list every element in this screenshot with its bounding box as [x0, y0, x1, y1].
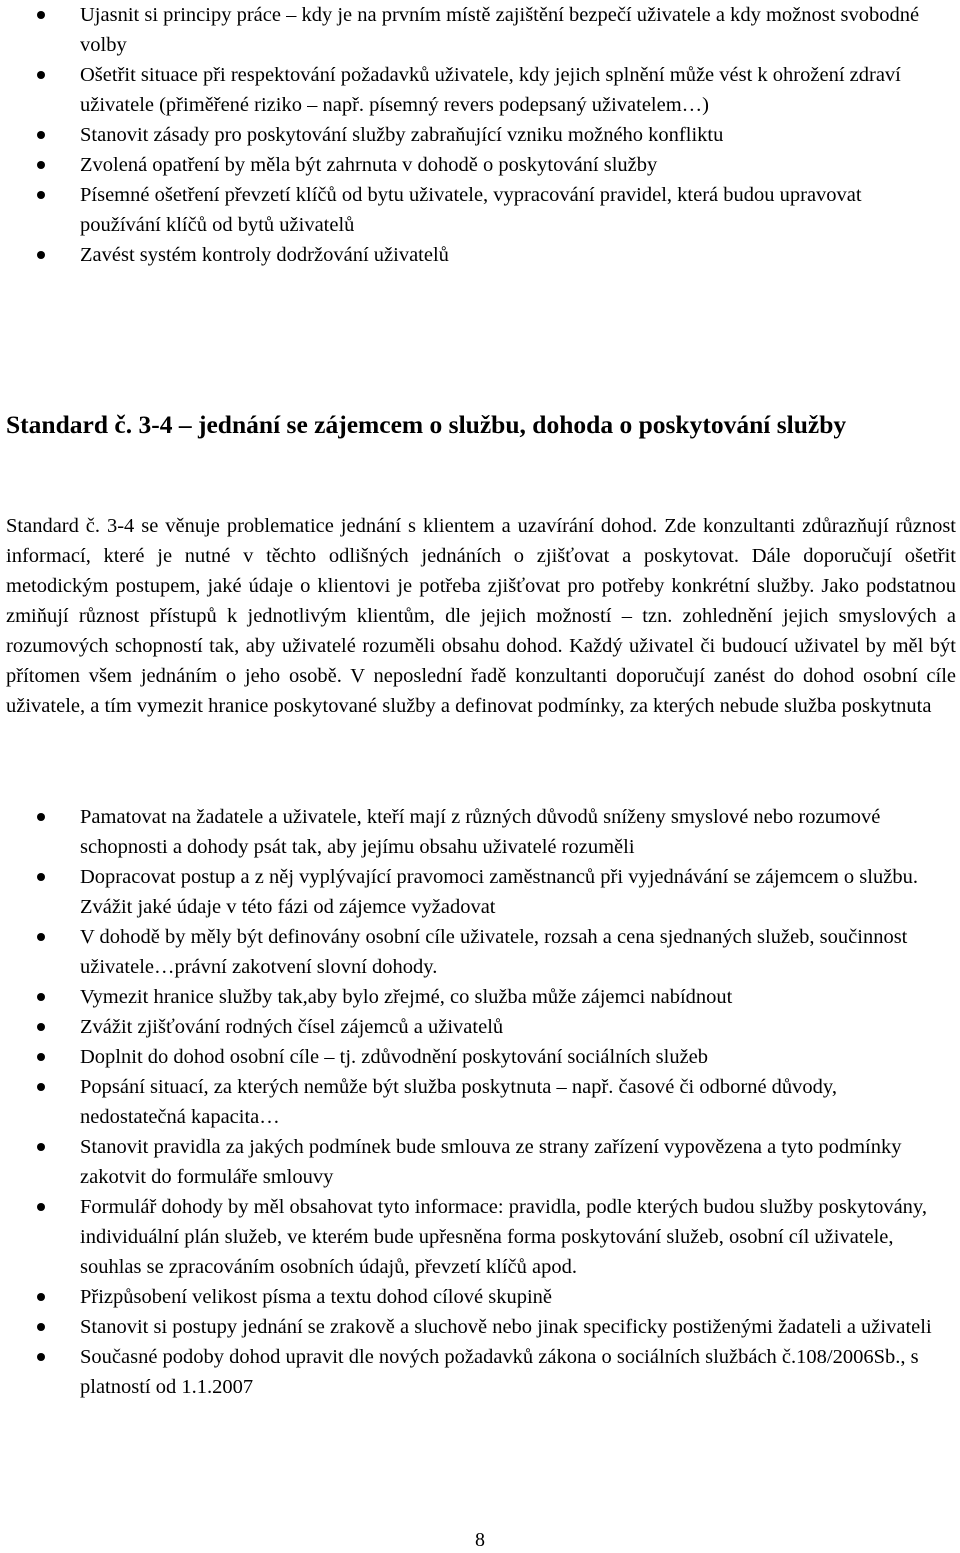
- list-item: [0, 180, 935, 240]
- list-item-text: Popsání situací, za kterých nemůže být služba poskytnuta – např. časové či odborné důvody, nedostatečná kapacita…: [80, 1076, 837, 1128]
- bullet-icon: [37, 993, 45, 1001]
- list-item: [0, 1042, 935, 1072]
- section-heading: Standard č. 3-4 – jednání se zájemcem o službu, dohoda o poskytování služby: [6, 410, 847, 439]
- list-item: [0, 922, 935, 982]
- list-item-text: Stanovit pravidla za jakých podmínek bude smlouva ze strany zařízení vypovězena a tyto podmínky zakotvit do formuláře smlouvy: [80, 1136, 902, 1188]
- bullet-icon: [37, 1353, 45, 1361]
- list-item-text: Ujasnit si principy práce – kdy je na prvním místě zajištění bezpečí uživatele a kdy možnost svobodné volby: [80, 4, 920, 56]
- bullet-icon: [37, 1083, 45, 1091]
- bullet-icon: [37, 1143, 45, 1151]
- page-number: 8: [475, 1529, 485, 1551]
- list-item-text: Zvážit zjišťování rodných čísel zájemců a uživatelů: [80, 1016, 504, 1038]
- list-item-text: Doplnit do dohod osobní cíle – tj. zdůvodnění poskytování sociálních služeb: [80, 1046, 709, 1068]
- bullet-icon: [37, 813, 45, 821]
- list-item: [0, 120, 935, 150]
- list-item-text: Pamatovat na žadatele a uživatele, kteří mají z různých důvodů sníženy smyslové nebo rozumové schopnosti a dohody psát tak, aby jejímu obsahu uživatelé rozuměli: [80, 806, 881, 858]
- list-item-text: Ošetřit situace při respektování požadavků uživatele, kdy jejich splnění může vést k ohrožení zdraví uživatele (přiměřené riziko – např. písemný revers podepsaný uživatelem…): [80, 64, 901, 116]
- list-item-text: Zvolená opatření by měla být zahrnuta v dohodě o poskytování služby: [80, 154, 658, 176]
- list-item-text: Formulář dohody by měl obsahovat tyto informace: pravidla, podle kterých budou služby poskytovány, individuální plán služeb, ve kterém bude upřesněna forma poskytování služeb, osobní cíl uživatele, souhlas se zpracováním osobních údajů, převzetí klíčů apod.: [80, 1196, 927, 1278]
- list-item: [0, 1192, 935, 1282]
- bullet-icon: [37, 873, 45, 881]
- list-item: [0, 240, 935, 270]
- list-item-text: Stanovit zásady pro poskytování služby zabraňující vzniku možného konfliktu: [80, 124, 724, 146]
- list-item-text: Přizpůsobení velikost písma a textu dohod cílové skupině: [80, 1286, 553, 1308]
- list-item-text: Písemné ošetření převzetí klíčů od bytu uživatele, vypracování pravidel, která budou upravovat používání klíčů od bytů uživatelů: [80, 184, 862, 236]
- list-item-text: Současné podoby dohod upravit dle nových požadavků zákona o sociálních službách č.108/2006Sb., s platností od 1.1.2007: [80, 1346, 919, 1398]
- list-item: [0, 1342, 935, 1402]
- bullet-icon: [37, 161, 45, 169]
- bullet-icon: [37, 933, 45, 941]
- bullet-icon: [37, 1203, 45, 1211]
- list-item-text: Stanovit si postupy jednání se zrakově a sluchově nebo jinak specificky postiženými žadateli a uživateli: [80, 1316, 932, 1338]
- list-item-text: Zavést systém kontroly dodržování uživatelů: [80, 244, 449, 266]
- list-item: [0, 1132, 935, 1192]
- list-item: [0, 1012, 935, 1042]
- bullet-icon: [37, 251, 45, 259]
- list-item: [0, 0, 935, 60]
- recommendation-list-top: [0, 0, 935, 270]
- list-item: [0, 982, 935, 1012]
- bullet-icon: [37, 131, 45, 139]
- list-item: [0, 60, 935, 120]
- list-item: [0, 150, 935, 180]
- list-item-text: Dopracovat postup a z něj vyplývající pravomoci zaměstnanců při vyjednávání se zájemcem o službu. Zvážit jaké údaje v této fázi od zájemce vyžadovat: [80, 866, 918, 918]
- bullet-icon: [37, 11, 45, 19]
- bullet-icon: [37, 1053, 45, 1061]
- list-item: [0, 1312, 935, 1342]
- list-item-text: V dohodě by měly být definovány osobní cíle uživatele, rozsah a cena sjednaných služeb, součinnost uživatele…právní zakotvení slovní dohody.: [80, 926, 908, 978]
- bullet-icon: [37, 71, 45, 79]
- body-paragraph: Standard č. 3-4 se věnuje problematice jednání s klientem a uzavírání dohod. Zde konzultanti zdůrazňují různost informací, které je nutné v těchto odlišných jednáních o zjišťovat a poskytovat. Dále doporučují ošetřit metodickým postupem, jaké údaje o klientovi je potřeba zjišťovat pro potřeby konkrétní služby. Jako podstatnou zmiňují různost přístupů k jednotlivým klientům, dle jejich možností – tzn. zohlednění jejich smyslových a rozumových schopností tak, aby uživatelé rozuměli obsahu dohod. Každý uživatel či budoucí uživatel by měl být přítomen všem jednáním o jeho osobě. V neposlední řadě konzultanti doporučují zanést do dohod osobní cíle uživatele, a tím vymezit hranice poskytované služby a definovat podmínky, za kterých nebude služba poskytnuta: [6, 515, 956, 717]
- list-item: [0, 802, 935, 862]
- bullet-icon: [37, 1323, 45, 1331]
- list-item-text: Vymezit hranice služby tak,aby bylo zřejmé, co služba může zájemci nabídnout: [80, 986, 733, 1008]
- recommendation-list-bottom: [0, 802, 935, 1402]
- list-item: [0, 1072, 935, 1132]
- list-item: [0, 1282, 935, 1312]
- list-item: [0, 862, 935, 922]
- bullet-icon: [37, 1293, 45, 1301]
- bullet-icon: [37, 1023, 45, 1031]
- bullet-icon: [37, 191, 45, 199]
